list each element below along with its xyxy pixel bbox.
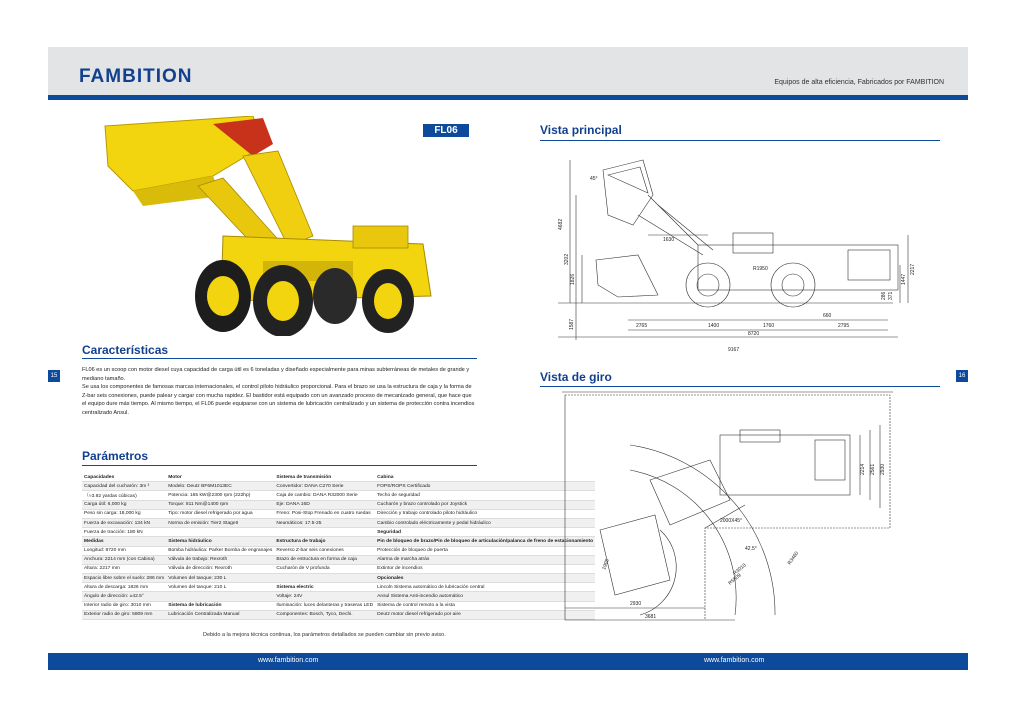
table-cell: （≈3.92 yardas cúbicas)	[82, 491, 166, 500]
dim-label: 1630	[663, 237, 675, 243]
table-row	[82, 546, 595, 555]
table-cell: Reverso Z-bar seis conexiones	[274, 546, 375, 555]
table-cell: Freno: Posi-Stop Frenado en cuatro ruedas	[274, 509, 375, 518]
section-title-caracteristicas: Características	[82, 343, 169, 357]
table-cell	[166, 528, 274, 537]
dim-label: 371	[888, 291, 894, 300]
dim-label: R3460	[786, 550, 801, 567]
table-cell: Fuerza de tracción: 180 kN	[82, 528, 166, 537]
table-cell	[274, 574, 375, 583]
table-row	[82, 500, 595, 509]
page-number-right: 16	[956, 370, 968, 382]
dim-label: 2930	[880, 463, 886, 475]
table-cell: Iluminación: luces delanteras y traseras LED	[274, 601, 375, 610]
table-cell: Sistema de transmisión	[274, 473, 375, 482]
table-cell: Altura de descarga: 1826 mm	[82, 583, 166, 592]
table-cell: Anchura: 2214 mm (con Cabina)	[82, 555, 166, 564]
table-cell: Exterior radio de giro: 5809 mm	[82, 610, 166, 619]
dim-label: 1826	[570, 273, 576, 285]
section-divider	[540, 140, 940, 141]
table-cell: Sistema de lubricación	[166, 601, 274, 610]
table-row	[82, 610, 595, 619]
dim-label: 3681	[645, 614, 657, 620]
dim-label: 2795	[838, 323, 850, 329]
table-cell: Peso sin carga: 18,000 kg	[82, 509, 166, 518]
header-tagline: Equipos de alta eficiencia, Fabricados por FAMBITION	[774, 79, 944, 86]
dim-label: 2217	[910, 263, 916, 275]
table-cell: Cambio controlado eléctricamente y pedal hidráulico	[375, 518, 595, 527]
table-cell: Opcionales	[375, 574, 595, 583]
table-cell: Lubricación Centralizada Manual	[166, 610, 274, 619]
front-view-drawing	[548, 145, 920, 355]
table-cell: Voltaje: 24V	[274, 592, 375, 601]
table-cell: Modelo: Deutz BF6M1013EC	[166, 482, 274, 491]
table-cell: Eje: DANA 16D	[274, 500, 375, 509]
description-paragraph-2: Se usa los componentes de famosas marcas internacionales, el control piloto hidráulico proporcional. Para el brazo se usa la estructura de caja y la forma de Z-bar seis conexiones, puede palear y cargar con mucha rapidez. El bastidor está equipado con un avanzado proceso de mecanizado general, que hace que el equipo dure más tiempo. Al mismo tiempo, el FL06 puede equiparse con un sistema de lubricación centralizado y un sistema de protección contra incendios centralizado Ansul.	[82, 384, 475, 416]
dim-label: 45°	[590, 176, 598, 182]
table-cell: Brazo de estructura en forma de caja	[274, 555, 375, 564]
dim-label: 1400	[708, 323, 720, 329]
table-cell: Fuerza de excavación: 134 kN	[82, 518, 166, 527]
dim-label: 1905	[601, 558, 611, 571]
table-cell: Cucharón de V profunda	[274, 564, 375, 573]
table-row	[82, 528, 595, 537]
loader-photo	[103, 116, 433, 336]
table-row	[82, 491, 595, 500]
table-cell: Sistema hidráulico	[166, 537, 274, 546]
table-cell: Ángulo de dirección: ±42.5°	[82, 592, 166, 601]
parameters-table	[82, 473, 595, 620]
dim-label: 2930	[630, 601, 642, 607]
section-divider	[82, 465, 477, 466]
table-cell: Convertidor: DANA C270 Serie	[274, 482, 375, 491]
table-row	[82, 518, 595, 527]
table-cell: Interior radio de giro: 3010 mm	[82, 601, 166, 610]
table-row	[82, 583, 595, 592]
table-cell: Bomba hidráulica: Parker Bomba de engranajes	[166, 546, 274, 555]
table-cell: Altura: 2217 mm	[82, 564, 166, 573]
table-row	[82, 564, 595, 573]
table-row	[82, 574, 595, 583]
table-cell: Lincoln Sistema automático de lubricación central	[375, 583, 595, 592]
table-cell: Componentes: Bosch, Tyco, Dechi.	[274, 610, 375, 619]
section-title-parametros: Parámetros	[82, 449, 149, 463]
model-badge: FL06	[423, 124, 469, 137]
dim-label: 1587	[569, 318, 575, 330]
dim-label: 2000X45°	[720, 518, 743, 524]
brand-logo: FAMBITION	[79, 66, 193, 87]
section-title-vista-principal: Vista principal	[540, 123, 622, 137]
turning-view-drawing	[560, 390, 920, 630]
header-divider	[48, 95, 968, 100]
table-cell: Medidas	[82, 537, 166, 546]
table-cell: Seguridad	[375, 528, 595, 537]
table-cell: Cabina	[375, 473, 595, 482]
dim-label: 1447	[901, 273, 907, 285]
footer-url-right[interactable]: www.fambition.com	[704, 657, 765, 664]
table-cell: Longitud: 8720 mm	[82, 546, 166, 555]
table-row	[82, 555, 595, 564]
table-cell: Capacidades	[82, 473, 166, 482]
table-cell: Torque: 811 Nm@1400 rpm	[166, 500, 274, 509]
dim-label: 8720	[748, 331, 760, 337]
table-cell: Techo de seguridad	[375, 491, 595, 500]
table-row	[82, 537, 595, 546]
table-cell: Norma de emisión: Tier2 StageII	[166, 518, 274, 527]
table-row	[82, 592, 595, 601]
table-cell: Extintor de incendios	[375, 564, 595, 573]
table-cell: Cucharón y brazo controlado por Joystick	[375, 500, 595, 509]
dim-label: 4682	[558, 218, 564, 230]
disclaimer-note: Debido a la mejora técnica continua, los parámetros detallados se pueden cambiar sin previo aviso.	[203, 632, 446, 638]
footer-url-left[interactable]: www.fambition.com	[258, 657, 319, 664]
table-cell: Neumáticos: 17.5-25	[274, 518, 375, 527]
dim-label: R1950	[753, 266, 768, 272]
table-cell: Ansul Sistema Anti-incendio automático	[375, 592, 595, 601]
table-row	[82, 509, 595, 518]
dim-label: 9167	[728, 347, 740, 353]
dim-label: 2214	[860, 463, 866, 475]
page-footer	[48, 653, 968, 670]
table-cell: Alarma de marcha atrás	[375, 555, 595, 564]
table-cell: Motor	[166, 473, 274, 482]
table-cell: Caja de cambio: DANA R32000 Serie	[274, 491, 375, 500]
table-cell: Tipo: motor diesel refrigerado por agua	[166, 509, 274, 518]
dim-label: 42.5°	[745, 546, 757, 552]
section-title-vista-giro: Vista de giro	[540, 370, 612, 384]
table-cell: Volumen del tanque: 210 L	[166, 583, 274, 592]
page-number-left: 15	[48, 370, 60, 382]
section-divider	[82, 358, 477, 359]
dim-label: 3202	[564, 253, 570, 265]
dim-label: 2765	[636, 323, 648, 329]
table-cell: Carga útil: 6,000 kg	[82, 500, 166, 509]
table-cell: Protección de bloqueo de puerta	[375, 546, 595, 555]
table-cell: Pin de bloqueo de brazo/Pin de bloqueo de articulación/palanca de freno de estacionamiento	[375, 537, 595, 546]
table-cell: Sistema electric	[274, 583, 375, 592]
table-cell: Estructura de trabajo	[274, 537, 375, 546]
table-cell: FOPS/ROPS Certificado	[375, 482, 595, 491]
dim-label: 286	[881, 291, 887, 300]
table-row	[82, 473, 595, 482]
table-cell: Volumen del tanque: 230 L	[166, 574, 274, 583]
dim-label: 1760	[763, 323, 775, 329]
table-cell: Válvula de trabajo: Rexroth	[166, 555, 274, 564]
table-cell: Dirección y trabajo controlado piloto hidráulico	[375, 509, 595, 518]
description-text	[82, 366, 477, 418]
dim-label: R5809	[727, 572, 743, 587]
table-row	[82, 482, 595, 491]
table-row	[82, 601, 595, 610]
dim-label: R3010	[732, 562, 748, 577]
dim-label: 660	[823, 313, 832, 319]
table-cell: Sistema de control remoto a la vista	[375, 601, 595, 610]
table-cell	[166, 592, 274, 601]
table-cell: Potencia: 165 kW@2300 rpm (222hp)	[166, 491, 274, 500]
table-cell	[274, 528, 375, 537]
table-cell: Capacidad del cucharón: 3m ³	[82, 482, 166, 491]
description-paragraph-1: FL06 es un scoop con motor diesel cuya capacidad de carga útil es 6 toneladas y diseñado especialmente para minas subterráneas de metales de grande y mediano tamaño.	[82, 367, 470, 382]
table-cell: Deutz motor diesel refrigerado por aire	[375, 610, 595, 619]
table-cell: Válvula de dirección: Rexroth	[166, 564, 274, 573]
section-divider	[540, 386, 940, 387]
dim-label: 2561	[870, 463, 876, 475]
table-cell: Espacio libre sobre el suelo: 286 mm	[82, 574, 166, 583]
